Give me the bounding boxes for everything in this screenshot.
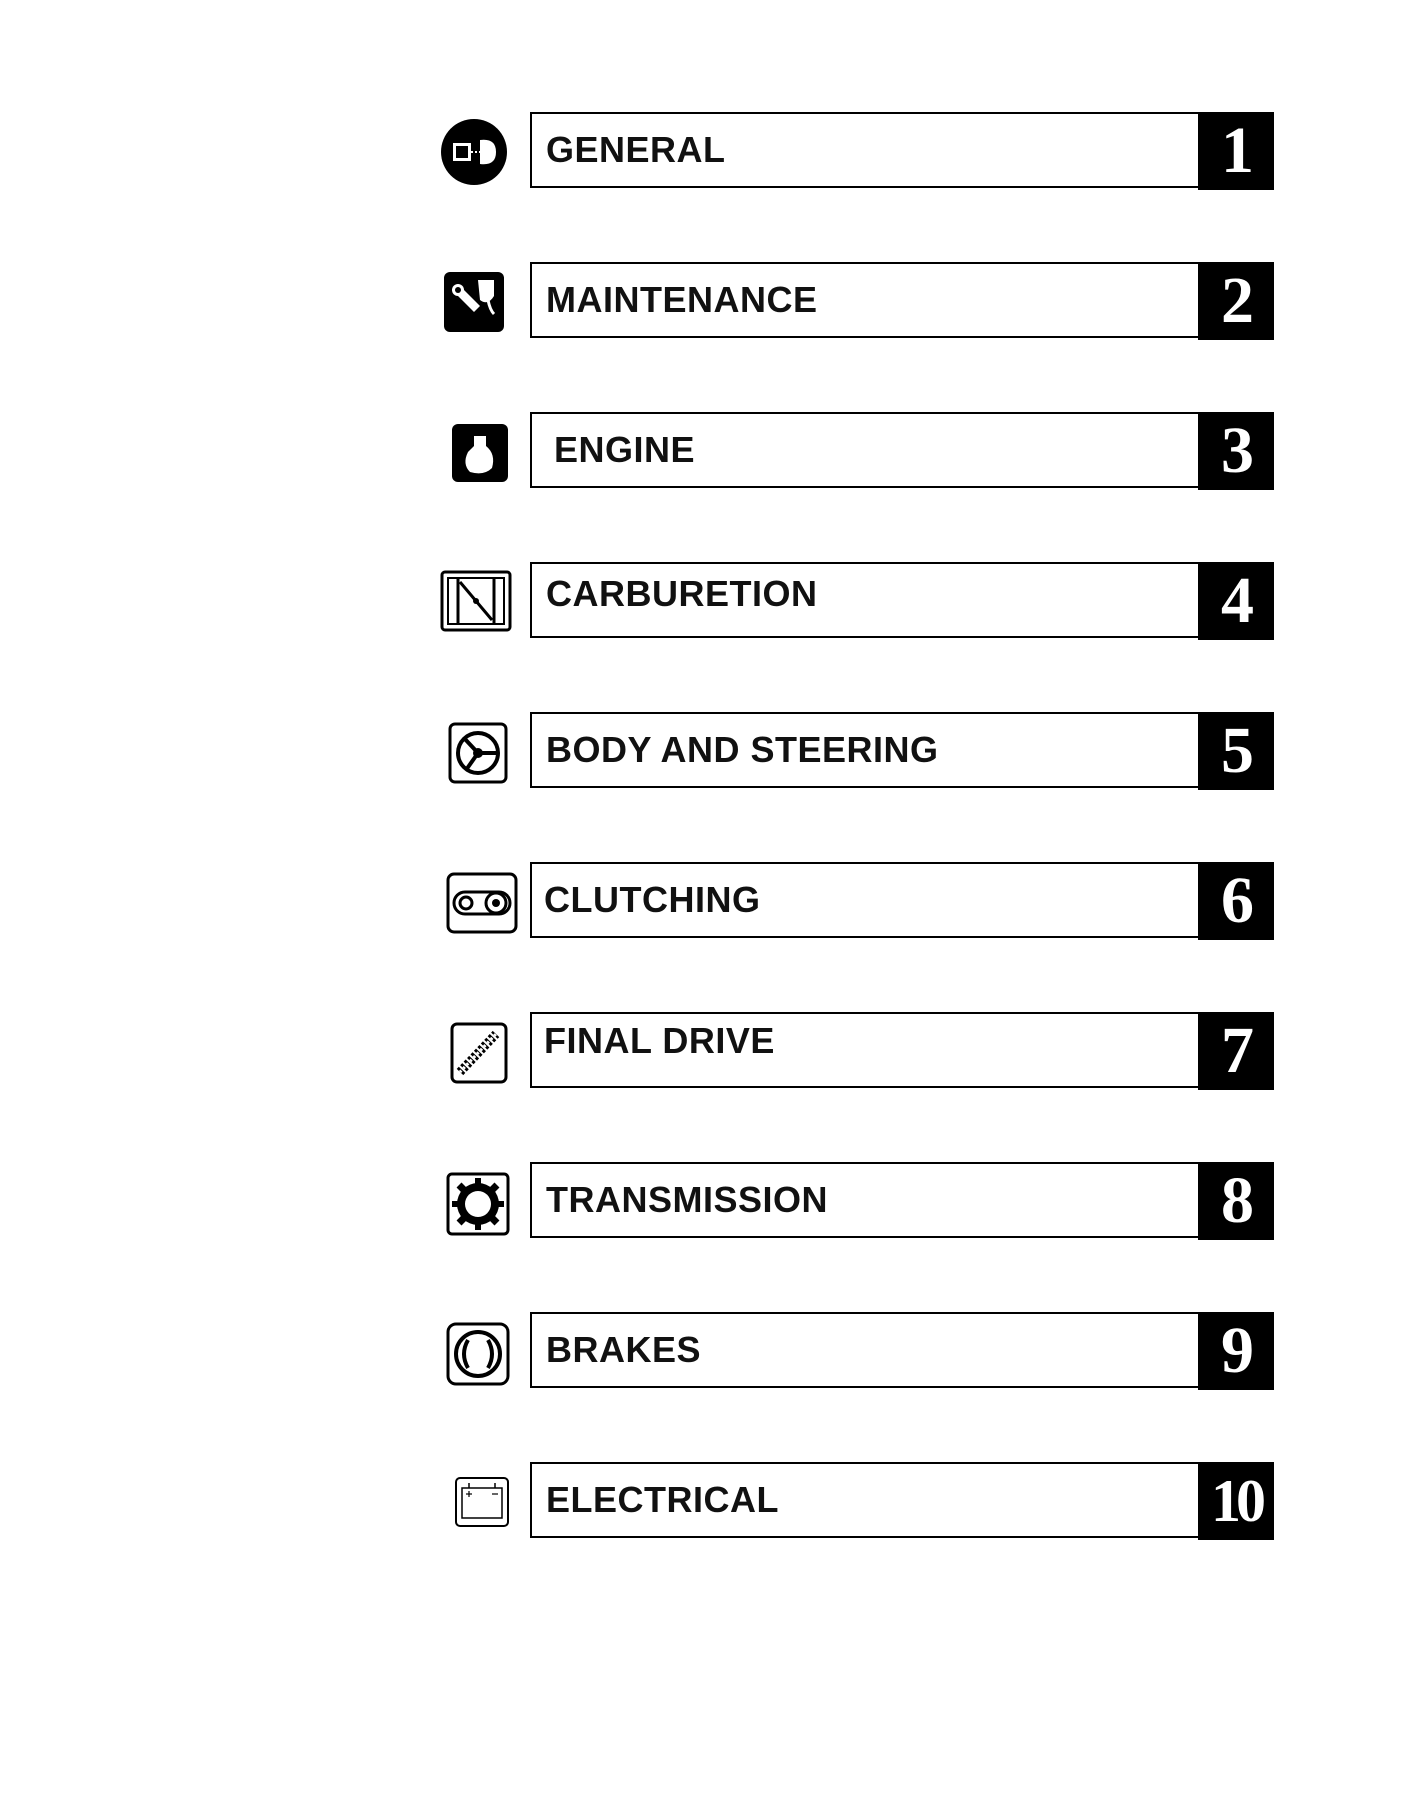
section-row-transmission[interactable] (0, 1162, 1425, 1242)
section-number: 3 (1198, 412, 1274, 490)
section-title: CLUTCHING (544, 879, 761, 920)
section-tab-brakes[interactable] (530, 1312, 1274, 1388)
section-title: TRANSMISSION (546, 1179, 829, 1220)
section-tab-carburetion[interactable] (530, 562, 1274, 638)
section-number: 2 (1198, 262, 1274, 340)
section-tab-body-steering[interactable] (530, 712, 1274, 788)
section-number: 6 (1198, 862, 1274, 940)
carburetor-icon (438, 566, 514, 638)
section-tab-transmission[interactable] (530, 1162, 1274, 1238)
section-title: MAINTENANCE (546, 279, 818, 320)
section-row-body-steering[interactable] (0, 712, 1425, 792)
section-row-final-drive[interactable] (0, 1012, 1425, 1092)
section-number: 9 (1198, 1312, 1274, 1390)
section-row-carburetion[interactable] (0, 562, 1425, 642)
clutch-belt-icon (446, 866, 518, 938)
section-tab-clutching[interactable] (530, 862, 1274, 938)
section-title: ELECTRICAL (546, 1479, 779, 1520)
section-title: FINAL DRIVE (544, 1020, 775, 1062)
battery-icon (438, 1466, 510, 1538)
brake-disc-icon (438, 1316, 510, 1388)
section-tab-electrical[interactable] (530, 1462, 1274, 1538)
section-tab-maintenance[interactable] (530, 262, 1274, 338)
section-number: 5 (1198, 712, 1274, 790)
section-number: 7 (1198, 1012, 1274, 1090)
section-title: GENERAL (546, 129, 726, 170)
section-number: 10 (1198, 1462, 1274, 1540)
drive-chain-icon (438, 1016, 510, 1088)
section-row-clutching[interactable] (0, 862, 1425, 942)
section-tab-final-drive[interactable] (530, 1012, 1274, 1088)
section-number: 4 (1198, 562, 1274, 640)
section-row-electrical[interactable] (0, 1462, 1425, 1542)
section-tab-engine[interactable] (530, 412, 1274, 488)
section-title: BRAKES (546, 1329, 702, 1370)
section-title: CARBURETION (546, 573, 818, 615)
steering-wheel-icon (438, 716, 510, 788)
section-title: ENGINE (554, 429, 696, 470)
section-number: 1 (1198, 112, 1274, 190)
wrench-oil-can-icon (438, 266, 510, 338)
general-info-icon (438, 116, 510, 188)
section-number: 8 (1198, 1162, 1274, 1240)
section-row-engine[interactable] (0, 412, 1425, 492)
section-title: BODY AND STEERING (546, 729, 939, 770)
section-row-general[interactable] (0, 112, 1425, 192)
engine-piston-icon (438, 416, 510, 488)
section-tab-general[interactable] (530, 112, 1274, 188)
section-row-brakes[interactable] (0, 1312, 1425, 1392)
gear-icon (438, 1166, 510, 1238)
section-row-maintenance[interactable] (0, 262, 1425, 342)
